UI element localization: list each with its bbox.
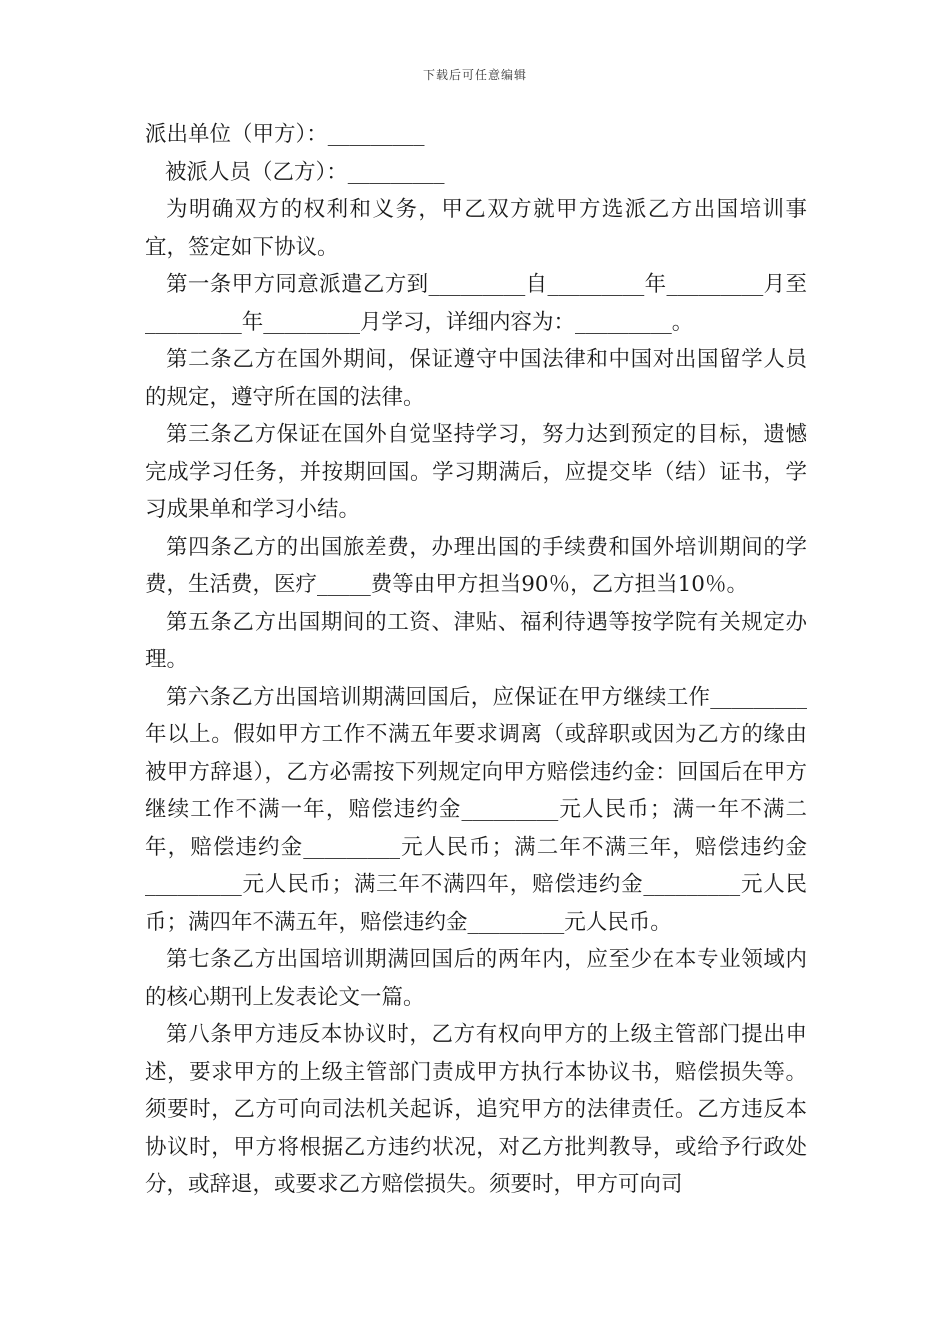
article-3: 第三条乙方保证在国外自觉坚持学习，努力达到预定的目标，遗憾完成学习任务，并按期回国。学习期满后，应提交毕（结）证书，学习成果单和学习小结。 bbox=[145, 422, 807, 522]
article-8: 第八条甲方违反本协议时，乙方有权向甲方的上级主管部门提出申述，要求甲方的上级主管部门责成甲方执行本协议书，赔偿损失等。须要时，乙方可向司法机关起诉，追究甲方的法律责任。乙方违反本协议时，甲方将根据乙方违约状况，对乙方批判教导，或给予行政处分，或辞退，或要求乙方赔偿损失。须要时，甲方可向司 bbox=[145, 1022, 807, 1197]
page-header: 下载后可任意编辑 bbox=[422, 68, 527, 82]
preamble-paragraph: 为明确双方的权利和义务，甲乙双方就甲方选派乙方出国培训事宜，签定如下协议。 bbox=[145, 197, 807, 260]
article-4: 第四条乙方的出国旅差费，办理出国的手续费和国外培训期间的学费，生活费，医疗_____费等由甲方担当90％，乙方担当10％。 bbox=[145, 534, 807, 597]
document-body bbox=[145, 116, 807, 1204]
article-5: 第五条乙方出国期间的工资、津贴、福利待遇等按学院有关规定办理。 bbox=[145, 609, 807, 672]
article-7: 第七条乙方出国培训期满回国后的两年内，应至少在本专业领域内的核心期刊上发表论文一篇。 bbox=[145, 947, 807, 1010]
article-1: 第一条甲方同意派遣乙方到_________自_________年_________月至_________年_________月学习，详细内容为：_________。 bbox=[145, 272, 807, 335]
article-6: 第六条乙方出国培训期满回国后，应保证在甲方继续工作_________年以上。假如甲方工作不满五年要求调离（或辞职或因为乙方的缘由被甲方辞退），乙方必需按下列规定向甲方赔偿违约金：回国后在甲方继续工作不满一年，赔偿违约金_________元人民币；满一年不满二年，赔偿违约金_________元人民币；满二年不满三年，赔偿违约金_________元人民币；满三年不满四年，赔偿违约金_________元人民币；满四年不满五年，赔偿违约金_________元人民币。 bbox=[145, 684, 807, 935]
article-2: 第二条乙方在国外期间，保证遵守中国法律和中国对出国留学人员的规定，遵守所在国的法律。 bbox=[145, 347, 807, 410]
party-b-line: 被派人员（乙方）：_________ bbox=[165, 159, 445, 185]
party-a-line: 派出单位（甲方）：_________ bbox=[145, 122, 425, 147]
